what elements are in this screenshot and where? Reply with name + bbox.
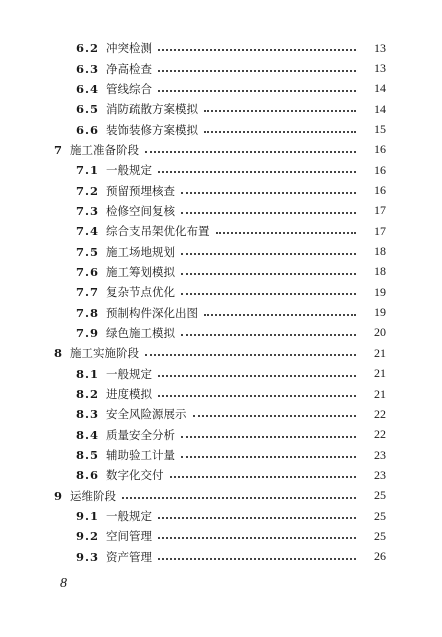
toc-chapter-entry[interactable] [0,140,442,160]
toc-entry-title: 净高检查 [106,61,152,76]
toc-entry-page: 13 [374,61,386,76]
toc-entry-title: 综合支吊架优化布置 [106,224,210,239]
dot-leader [181,333,356,336]
toc-entry-number: 7.4 [76,224,100,239]
toc-entry-page: 16 [374,162,386,177]
toc-section-entry[interactable] [0,241,442,261]
toc-entry-number: 9.2 [76,529,100,544]
toc-entry-page: 23 [374,447,386,462]
toc-entry-number: 7.2 [76,183,100,198]
toc-entry-title: 空间管理 [106,529,152,544]
toc-section-entry[interactable] [0,526,442,546]
toc-entry-number: 8.2 [76,387,100,402]
toc-entry-number: 6.5 [76,102,100,117]
toc-chapter-entry[interactable] [0,343,442,363]
page-number: 8 [60,576,67,591]
toc-entry-title: 资产管理 [106,549,152,564]
toc-entry-title: 施工实施阶段 [70,346,139,361]
toc-entry-page: 19 [374,284,386,299]
dot-leader [181,191,356,194]
toc-entry-page: 18 [374,244,386,259]
toc-entry-number: 7.7 [76,285,100,300]
toc-entry-page: 22 [374,406,386,421]
toc-entry-number: 8.5 [76,448,100,463]
toc-entry-number: 7.9 [76,325,100,340]
toc-entry-title: 消防疏散方案模拟 [106,102,198,117]
toc-section-entry[interactable] [0,384,442,404]
toc-section-entry[interactable] [0,282,442,302]
toc-section-entry[interactable] [0,58,442,78]
toc-entry-page: 20 [374,325,386,340]
toc-entry-page: 14 [374,81,386,96]
dot-leader [181,252,356,255]
toc-entry-number: 7 [54,142,64,157]
toc-section-entry[interactable] [0,302,442,322]
toc-section-entry[interactable] [0,445,442,465]
toc-entry-number: 7.6 [76,264,100,279]
toc-entry-title: 施工筹划模拟 [106,264,175,279]
dot-leader [170,475,357,478]
toc-entry-number: 6.6 [76,122,100,137]
dot-leader [158,170,356,173]
toc-section-entry[interactable] [0,119,442,139]
toc-entry-number: 7.3 [76,203,100,218]
dot-leader [204,313,356,316]
toc-entry-title: 施工准备阶段 [70,142,139,157]
toc-section-entry[interactable] [0,323,442,343]
toc-entry-page: 18 [374,264,386,279]
toc-entry-title: 绿色施工模拟 [106,325,175,340]
toc-entry-number: 8.1 [76,366,100,381]
dot-leader [158,516,356,519]
toc-entry-number: 8.3 [76,407,100,422]
toc-entry-number: 8 [54,346,64,361]
toc-entry-title: 进度模拟 [106,387,152,402]
toc-entry-page: 17 [374,203,386,218]
dot-leader [204,109,356,112]
toc-section-entry[interactable] [0,180,442,200]
toc-entry-title: 一般规定 [106,366,152,381]
dot-leader [145,150,356,153]
dot-leader [204,130,356,133]
dot-leader [122,496,356,499]
toc-entry-number: 9.3 [76,549,100,564]
toc-entry-page: 26 [374,549,386,564]
toc-entry-number: 7.8 [76,305,100,320]
dot-leader [145,353,356,356]
dot-leader [158,557,356,560]
dot-leader [158,69,356,72]
dot-leader [158,374,356,377]
toc-entry-page: 19 [374,305,386,320]
toc-entry-page: 25 [374,488,386,503]
table-of-contents [0,38,442,567]
toc-entry-page: 25 [374,508,386,523]
dot-leader [216,231,357,234]
toc-chapter-entry[interactable] [0,486,442,506]
dot-leader [158,536,356,539]
toc-entry-title: 复杂节点优化 [106,285,175,300]
toc-section-entry[interactable] [0,79,442,99]
dot-leader [181,211,356,214]
toc-entry-title: 安全风险源展示 [106,407,187,422]
toc-entry-title: 预留预埋核查 [106,183,175,198]
toc-entry-title: 辅助验工计量 [106,448,175,463]
toc-entry-title: 质量安全分析 [106,427,175,442]
toc-entry-title: 冲突检测 [106,41,152,56]
toc-entry-number: 8.6 [76,468,100,483]
toc-entry-page: 16 [374,183,386,198]
toc-entry-page: 22 [374,427,386,442]
toc-section-entry[interactable] [0,506,442,526]
dot-leader [181,455,356,458]
toc-section-entry[interactable] [0,201,442,221]
toc-entry-number: 7.5 [76,244,100,259]
toc-section-entry[interactable] [0,364,442,384]
toc-section-entry[interactable] [0,160,442,180]
toc-entry-number: 8.4 [76,427,100,442]
toc-entry-number: 6.2 [76,41,100,56]
toc-section-entry[interactable] [0,465,442,485]
dot-leader [158,89,356,92]
toc-entry-page: 23 [374,467,386,482]
dot-leader [181,435,356,438]
dot-leader [193,414,357,417]
toc-entry-title: 管线综合 [106,81,152,96]
toc-entry-title: 运维阶段 [70,488,116,503]
toc-entry-title: 一般规定 [106,163,152,178]
toc-entry-number: 9 [54,488,64,503]
toc-section-entry[interactable] [0,425,442,445]
toc-entry-page: 25 [374,528,386,543]
toc-entry-page: 17 [374,223,386,238]
toc-section-entry[interactable] [0,99,442,119]
toc-section-entry[interactable] [0,221,442,241]
toc-entry-page: 14 [374,101,386,116]
toc-entry-title: 装饰装修方案模拟 [106,122,198,137]
toc-entry-number: 6.4 [76,81,100,96]
toc-entry-title: 检修空间复核 [106,203,175,218]
toc-entry-page: 21 [374,345,386,360]
dot-leader [158,48,356,51]
toc-entry-page: 15 [374,122,386,137]
toc-entry-title: 施工场地规划 [106,244,175,259]
toc-section-entry[interactable] [0,262,442,282]
toc-entry-number: 7.1 [76,163,100,178]
dot-leader [181,272,356,275]
dot-leader [158,394,356,397]
toc-entry-number: 9.1 [76,509,100,524]
toc-entry-page: 21 [374,366,386,381]
toc-section-entry[interactable] [0,547,442,567]
toc-entry-title: 预制构件深化出图 [106,305,198,320]
toc-entry-page: 21 [374,386,386,401]
toc-section-entry[interactable] [0,404,442,424]
toc-entry-title: 一般规定 [106,509,152,524]
toc-entry-title: 数字化交付 [106,468,164,483]
toc-entry-number: 6.3 [76,61,100,76]
dot-leader [181,292,356,295]
toc-entry-page: 16 [374,142,386,157]
toc-entry-page: 13 [374,40,386,55]
toc-section-entry[interactable] [0,38,442,58]
